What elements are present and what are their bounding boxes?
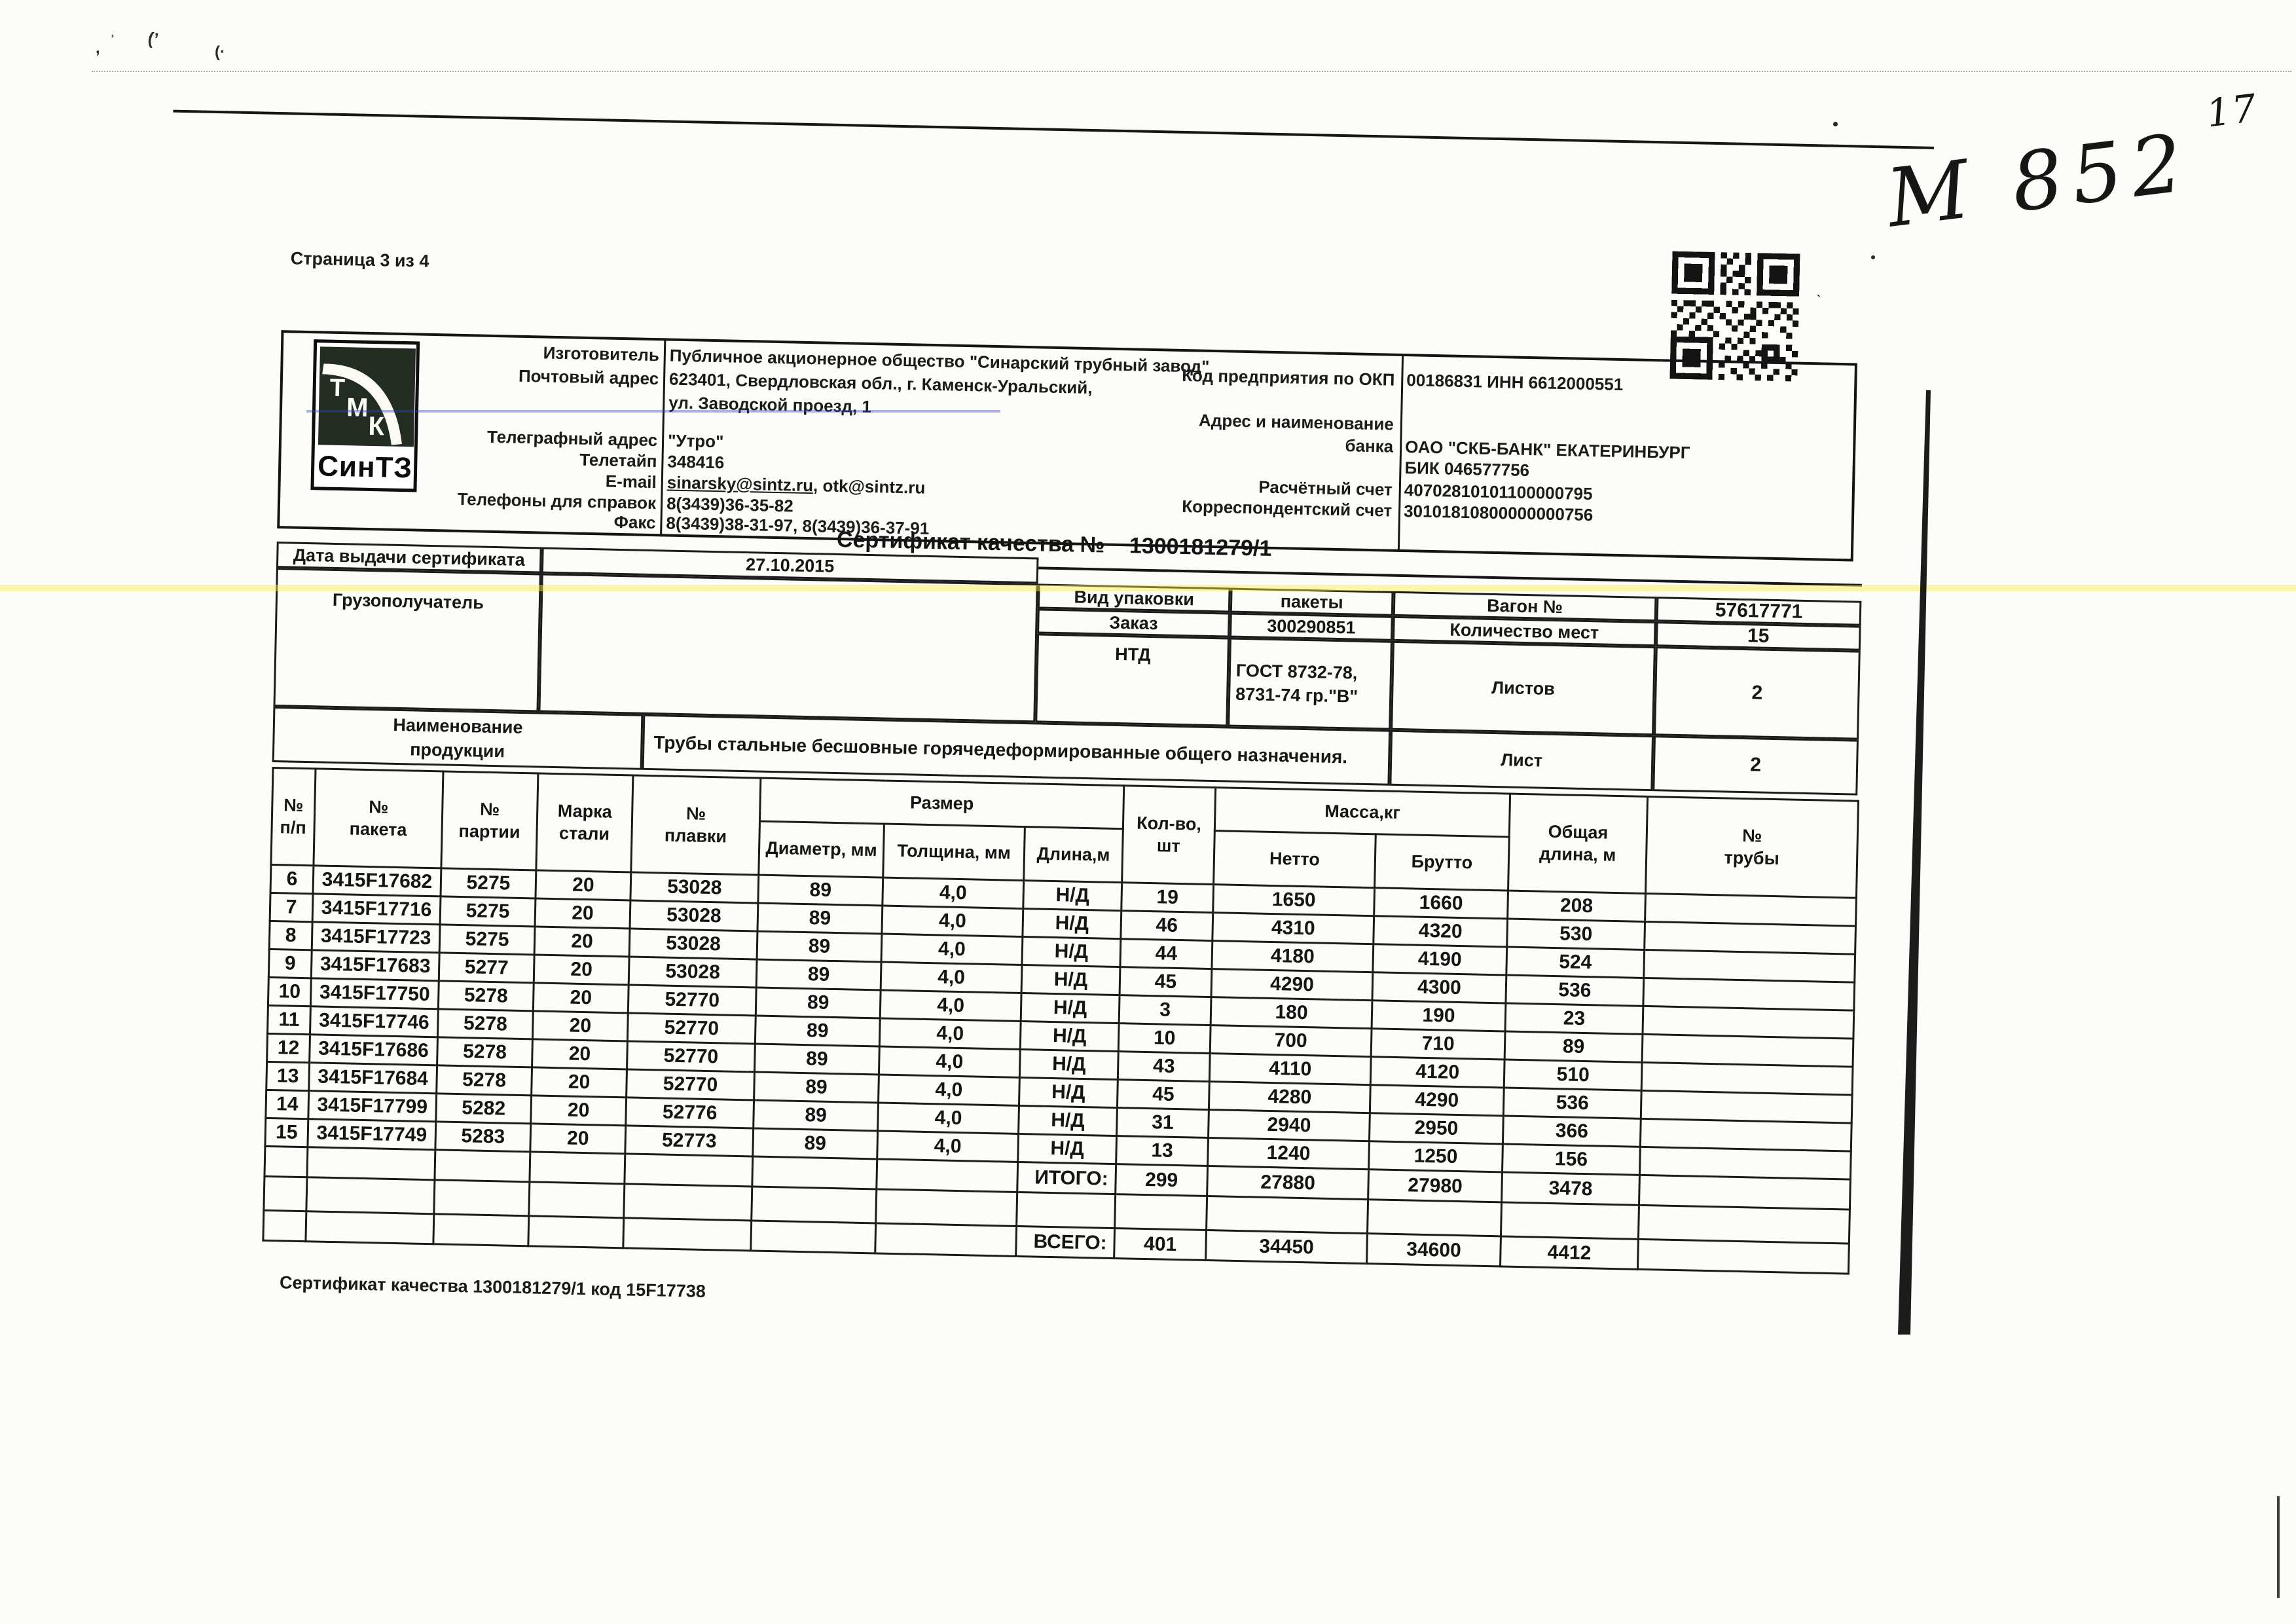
fax-value: 8(3439)38-31-97, 8(3439)36-37-91 (666, 513, 930, 538)
table-row: 12 3415F17686 5278 20 52770 89 4,0 Н/Д 43 4110 4120 510 (267, 1033, 1853, 1095)
col-header-mass: Масса,кг (1214, 788, 1510, 837)
ink-speck-1: , (96, 39, 100, 57)
wagon-value-cell: 57617771 (1656, 597, 1862, 626)
places-value-cell: 15 (1656, 621, 1861, 651)
logo-name: СинТЗ (317, 450, 413, 485)
logo-letter-m: М (346, 393, 369, 422)
footer-certificate-code: Сертификат качества 1300181279/1 код 15F17738 (279, 1272, 706, 1302)
col-header-thickness: Толщина, мм (883, 824, 1025, 880)
postal-label: Почтовый адрес (518, 365, 659, 389)
ntd-label-cell: НТД (1035, 633, 1230, 726)
col-header-packet: № пакета (314, 769, 443, 868)
sheet-label-cell: Лист (1389, 730, 1654, 791)
handwritten-superscript: 17 (2204, 85, 2260, 136)
order-value-cell: 300290851 (1230, 613, 1393, 641)
ink-speck-2: ʾ (110, 33, 115, 50)
wagon-label-cell: Вагон № (1393, 591, 1657, 621)
sheets-label-cell: Листов (1391, 641, 1656, 735)
sheet-value-cell: 2 (1652, 735, 1859, 796)
totals-row-itogo: ИТОГО: 299 27880 27980 3478 (264, 1146, 1850, 1209)
col-header-heat: № плавки (631, 775, 761, 875)
table-row: 10 3415F17750 5278 20 52770 89 4,0 Н/Д 3 180 190 23 (268, 977, 1853, 1039)
col-header-pipe-no: № трубы (1646, 796, 1859, 898)
table-row: 8 3415F17723 5275 20 53028 89 4,0 Н/Д 44 4180 4190 524 (269, 921, 1855, 982)
email-secondary: , otk@sintz.ru (812, 475, 926, 498)
col-header-length: Длина,м (1024, 827, 1123, 883)
table-row: 15 3415F17749 5283 20 52773 89 4,0 Н/Д 13 1240 1250 156 (265, 1118, 1851, 1179)
col-header-diameter: Диаметр, мм (759, 821, 884, 877)
okp-label: Код предприятия по ОКП (1181, 365, 1395, 390)
product-label-cell: Наименование продукции (272, 707, 644, 770)
date-label-cell: Дата выдачи сертификата (276, 542, 542, 573)
logo-letter-t: Т (329, 374, 346, 403)
packaging-label-cell: Вид упаковки (1038, 583, 1231, 612)
table-row: 7 3415F17716 5275 20 53028 89 4,0 Н/Д 46 4310 4320 530 (270, 893, 1855, 954)
col-header-net: Нетто (1214, 831, 1376, 888)
date-value-cell: 27.10.2015 (541, 547, 1039, 584)
consignee-label-cell: Грузополучатель (273, 568, 541, 712)
totals-row-vsego: ВСЕГО: 401 34450 34600 4412 (263, 1210, 1849, 1274)
phones-label: Телефоны для справок (457, 489, 657, 513)
table-row: 13 3415F17684 5278 20 52770 89 4,0 Н/Д 45 4280 4290 536 (266, 1061, 1852, 1123)
teletype-label: Телетайп (579, 449, 657, 471)
corr-value: 30101810800000000756 (1403, 501, 1594, 525)
ink-speck-3: (ʼ (147, 28, 160, 49)
teletype-value: 348416 (667, 451, 725, 473)
email-primary: sinarsky@sintz.ru (666, 472, 814, 496)
handwritten-text: М 852 (1882, 115, 2196, 246)
table-row: 11 3415F17746 5278 20 52770 89 4,0 Н/Д 10 700 710 89 (268, 1005, 1853, 1067)
bank-label-line2: банка (1345, 435, 1394, 456)
page-number-label: Страница 3 из 4 (290, 248, 429, 271)
ink-speck-4: (· (215, 43, 225, 61)
col-header-qty: Кол-во, шт (1122, 786, 1216, 885)
packaging-value-cell: пакеты (1230, 588, 1394, 616)
right-edge-line (2277, 1496, 2280, 1598)
telegraph-label: Телеграфный адрес (486, 426, 658, 451)
table-row: 14 3415F17799 5282 20 52776 89 4,0 Н/Д 31 2940 2950 366 (266, 1090, 1851, 1151)
phones-value: 8(3439)36-35-82 (666, 493, 794, 516)
logo-letter-k: К (368, 411, 385, 441)
places-label-cell: Количество мест (1393, 616, 1656, 646)
product-value-cell: Трубы стальные бесшовные горячедеформированные общего назначения. (642, 714, 1391, 786)
col-header-pp: № п/п (271, 767, 316, 865)
col-header-grade: Марка стали (536, 773, 633, 872)
col-header-size: Размер (759, 778, 1123, 829)
bik-value: БИК 046577756 (1404, 458, 1530, 481)
telegraph-value: "Утро" (667, 430, 724, 452)
okp-value: 00186831 ИНН 6612000551 (1406, 370, 1624, 395)
fax-label: Факс (613, 511, 656, 533)
table-row: 9 3415F17683 5277 20 53028 89 4,0 Н/Д 45 4290 4300 536 (268, 949, 1854, 1010)
col-header-gross: Брутто (1375, 834, 1510, 891)
col-header-total-length: Общая длина, м (1508, 794, 1648, 893)
account-value: 40702810101100000795 (1404, 480, 1593, 504)
bank-label-line1: Адрес и наименование (1198, 410, 1394, 434)
col-header-batch: № партии (441, 771, 538, 870)
account-label: Расчётный счет (1258, 477, 1393, 500)
postal-value-line2: ул. Заводской проезд, 1 (668, 392, 872, 417)
maker-value: Публичное акционерное общество "Синарский трубный завод" (669, 345, 1210, 377)
ntd-value-cell: ГОСТ 8732-78, 8731-74 гр."В" (1228, 638, 1393, 730)
certificate-number: 1300181279/1 (1129, 533, 1272, 561)
email-label: E-mail (605, 471, 657, 492)
postal-value-line1: 623401, Свердловская обл., г. Каменск-Уральский, (668, 369, 1093, 398)
bank-value: ОАО "СКБ-БАНК" ЕКАТЕРИНБУРГ (1404, 437, 1690, 463)
maker-label: Изготовитель (543, 342, 660, 365)
sheets-value-cell: 2 (1654, 646, 1861, 740)
vsego-label: ВСЕГО: (1016, 1226, 1115, 1258)
itogo-label: ИТОГО: (1017, 1162, 1116, 1194)
corr-label: Корреспондентский счет (1182, 496, 1393, 521)
table-row: 6 3415F17682 5275 20 53028 89 4,0 Н/Д 19 1650 1660 208 (270, 864, 1856, 926)
certificate-title-text: Сертификат качества № (836, 526, 1105, 558)
ink-speck-6: ˋ (1816, 292, 1821, 308)
order-label-cell: Заказ (1037, 608, 1230, 637)
